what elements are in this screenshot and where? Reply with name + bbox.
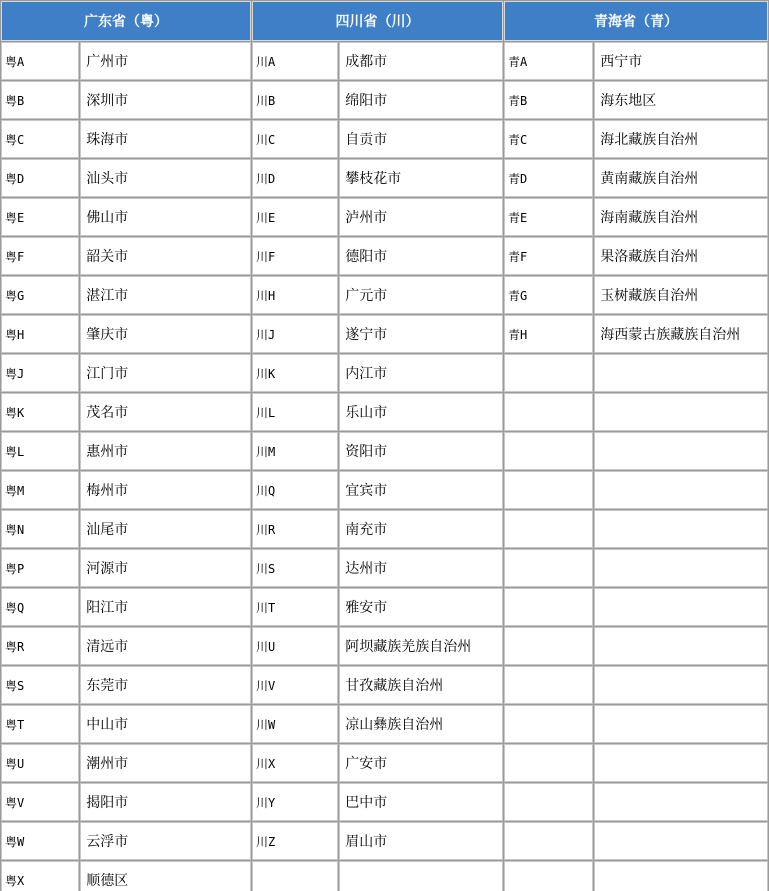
guangdong-city-cell: 云浮市 (80, 822, 251, 860)
sichuan-code-cell: 川L (252, 393, 338, 431)
guangdong-code-cell: 粤C (1, 120, 79, 158)
qinghai-code-cell (504, 354, 593, 392)
table-row (1, 315, 768, 353)
table-row (1, 666, 768, 704)
table-row (1, 42, 768, 80)
table-row (1, 744, 768, 782)
sichuan-city-cell: 凉山彝族自治州 (339, 705, 503, 743)
guangdong-city-cell: 汕头市 (80, 159, 251, 197)
qinghai-city-cell: 黄南藏族自治州 (594, 159, 768, 197)
sichuan-code-cell: 川H (252, 276, 338, 314)
sichuan-code-cell: 川C (252, 120, 338, 158)
sichuan-code-cell: 川B (252, 81, 338, 119)
guangdong-code-cell: 粤A (1, 42, 79, 80)
guangdong-city-cell: 茂名市 (80, 393, 251, 431)
qinghai-city-cell (594, 354, 768, 392)
qinghai-code-cell: 青C (504, 120, 593, 158)
qinghai-code-cell (504, 861, 593, 891)
sichuan-city-cell: 南充市 (339, 510, 503, 548)
sichuan-city-cell: 阿坝藏族羌族自治州 (339, 627, 503, 665)
guangdong-city-cell: 佛山市 (80, 198, 251, 236)
sichuan-code-cell: 川M (252, 432, 338, 470)
qinghai-city-cell (594, 783, 768, 821)
table-row (1, 432, 768, 470)
table-row (1, 471, 768, 509)
sichuan-code-cell: 川W (252, 705, 338, 743)
sichuan-city-cell: 宜宾市 (339, 471, 503, 509)
guangdong-city-cell: 韶关市 (80, 237, 251, 275)
qinghai-city-cell: 玉树藏族自治州 (594, 276, 768, 314)
guangdong-code-cell: 粤F (1, 237, 79, 275)
header-sichuan: 四川省（川） (252, 1, 503, 41)
qinghai-city-cell: 海南藏族自治州 (594, 198, 768, 236)
qinghai-code-cell (504, 510, 593, 548)
table-row (1, 276, 768, 314)
table-row (1, 510, 768, 548)
table-row (1, 588, 768, 626)
guangdong-city-cell: 潮州市 (80, 744, 251, 782)
sichuan-city-cell: 广安市 (339, 744, 503, 782)
guangdong-code-cell: 粤B (1, 81, 79, 119)
qinghai-code-cell: 青E (504, 198, 593, 236)
sichuan-code-cell: 川K (252, 354, 338, 392)
guangdong-city-cell: 肇庆市 (80, 315, 251, 353)
sichuan-code-cell: 川V (252, 666, 338, 704)
qinghai-city-cell (594, 471, 768, 509)
guangdong-code-cell: 粤U (1, 744, 79, 782)
sichuan-city-cell: 成都市 (339, 42, 503, 80)
guangdong-code-cell: 粤K (1, 393, 79, 431)
table-body (1, 42, 768, 891)
qinghai-city-cell (594, 822, 768, 860)
qinghai-city-cell: 果洛藏族自治州 (594, 237, 768, 275)
guangdong-code-cell: 粤L (1, 432, 79, 470)
sichuan-city-cell: 自贡市 (339, 120, 503, 158)
sichuan-code-cell: 川Q (252, 471, 338, 509)
table-row (1, 393, 768, 431)
table-row (1, 159, 768, 197)
sichuan-city-cell: 巴中市 (339, 783, 503, 821)
guangdong-code-cell: 粤H (1, 315, 79, 353)
qinghai-city-cell (594, 393, 768, 431)
guangdong-city-cell: 梅州市 (80, 471, 251, 509)
guangdong-code-cell: 粤Q (1, 588, 79, 626)
qinghai-code-cell: 青B (504, 81, 593, 119)
qinghai-city-cell: 西宁市 (594, 42, 768, 80)
guangdong-code-cell: 粤J (1, 354, 79, 392)
header-qinghai: 青海省（青） (504, 1, 768, 41)
guangdong-city-cell: 深圳市 (80, 81, 251, 119)
qinghai-code-cell (504, 588, 593, 626)
sichuan-city-cell: 雅安市 (339, 588, 503, 626)
qinghai-code-cell: 青A (504, 42, 593, 80)
guangdong-city-cell: 清远市 (80, 627, 251, 665)
header-row (1, 1, 768, 41)
guangdong-code-cell: 粤M (1, 471, 79, 509)
sichuan-code-cell: 川T (252, 588, 338, 626)
sichuan-code-cell: 川D (252, 159, 338, 197)
table-row (1, 120, 768, 158)
table-row (1, 783, 768, 821)
qinghai-code-cell: 青H (504, 315, 593, 353)
qinghai-code-cell (504, 471, 593, 509)
qinghai-city-cell (594, 744, 768, 782)
sichuan-city-cell: 达州市 (339, 549, 503, 587)
qinghai-code-cell (504, 627, 593, 665)
sichuan-city-cell: 内江市 (339, 354, 503, 392)
guangdong-code-cell: 粤E (1, 198, 79, 236)
guangdong-code-cell: 粤T (1, 705, 79, 743)
qinghai-city-cell (594, 588, 768, 626)
qinghai-city-cell: 海西蒙古族藏族自治州 (594, 315, 768, 353)
table-row (1, 627, 768, 665)
guangdong-city-cell: 顺德区 (80, 861, 251, 891)
sichuan-city-cell: 遂宁市 (339, 315, 503, 353)
sichuan-city-cell: 眉山市 (339, 822, 503, 860)
qinghai-city-cell (594, 549, 768, 587)
qinghai-code-cell (504, 393, 593, 431)
guangdong-city-cell: 东莞市 (80, 666, 251, 704)
table-row (1, 705, 768, 743)
qinghai-code-cell (504, 705, 593, 743)
header-guangdong: 广东省（粤） (1, 1, 251, 41)
table-row (1, 822, 768, 860)
table-row (1, 354, 768, 392)
sichuan-code-cell: 川Z (252, 822, 338, 860)
sichuan-city-cell (339, 861, 503, 891)
sichuan-code-cell (252, 861, 338, 891)
qinghai-city-cell: 海东地区 (594, 81, 768, 119)
guangdong-city-cell: 汕尾市 (80, 510, 251, 548)
sichuan-code-cell: 川S (252, 549, 338, 587)
sichuan-code-cell: 川A (252, 42, 338, 80)
table-row (1, 81, 768, 119)
qinghai-city-cell (594, 627, 768, 665)
guangdong-city-cell: 中山市 (80, 705, 251, 743)
table-row (1, 861, 768, 891)
sichuan-city-cell: 攀枝花市 (339, 159, 503, 197)
sichuan-code-cell: 川U (252, 627, 338, 665)
qinghai-code-cell (504, 549, 593, 587)
guangdong-code-cell: 粤D (1, 159, 79, 197)
guangdong-city-cell: 河源市 (80, 549, 251, 587)
qinghai-city-cell (594, 705, 768, 743)
guangdong-city-cell: 江门市 (80, 354, 251, 392)
guangdong-city-cell: 阳江市 (80, 588, 251, 626)
guangdong-code-cell: 粤W (1, 822, 79, 860)
qinghai-code-cell (504, 822, 593, 860)
sichuan-code-cell: 川F (252, 237, 338, 275)
guangdong-code-cell: 粤N (1, 510, 79, 548)
qinghai-city-cell (594, 666, 768, 704)
qinghai-code-cell (504, 783, 593, 821)
guangdong-code-cell: 粤V (1, 783, 79, 821)
table-row (1, 237, 768, 275)
table-row (1, 198, 768, 236)
qinghai-city-cell (594, 861, 768, 891)
sichuan-code-cell: 川R (252, 510, 338, 548)
sichuan-code-cell: 川E (252, 198, 338, 236)
qinghai-city-cell: 海北藏族自治州 (594, 120, 768, 158)
qinghai-code-cell: 青D (504, 159, 593, 197)
sichuan-code-cell: 川X (252, 744, 338, 782)
sichuan-city-cell: 广元市 (339, 276, 503, 314)
sichuan-city-cell: 德阳市 (339, 237, 503, 275)
qinghai-code-cell (504, 666, 593, 704)
qinghai-city-cell (594, 432, 768, 470)
guangdong-code-cell: 粤S (1, 666, 79, 704)
guangdong-city-cell: 湛江市 (80, 276, 251, 314)
qinghai-code-cell (504, 744, 593, 782)
qinghai-code-cell (504, 432, 593, 470)
qinghai-code-cell: 青F (504, 237, 593, 275)
guangdong-code-cell: 粤G (1, 276, 79, 314)
sichuan-city-cell: 泸州市 (339, 198, 503, 236)
table-row (1, 549, 768, 587)
guangdong-city-cell: 揭阳市 (80, 783, 251, 821)
guangdong-city-cell: 珠海市 (80, 120, 251, 158)
sichuan-city-cell: 乐山市 (339, 393, 503, 431)
guangdong-code-cell: 粤X (1, 861, 79, 891)
sichuan-city-cell: 绵阳市 (339, 81, 503, 119)
sichuan-code-cell: 川Y (252, 783, 338, 821)
sichuan-city-cell: 甘孜藏族自治州 (339, 666, 503, 704)
guangdong-code-cell: 粤R (1, 627, 79, 665)
qinghai-code-cell: 青G (504, 276, 593, 314)
guangdong-city-cell: 广州市 (80, 42, 251, 80)
guangdong-city-cell: 惠州市 (80, 432, 251, 470)
guangdong-code-cell: 粤P (1, 549, 79, 587)
qinghai-city-cell (594, 510, 768, 548)
sichuan-code-cell: 川J (252, 315, 338, 353)
sichuan-city-cell: 资阳市 (339, 432, 503, 470)
